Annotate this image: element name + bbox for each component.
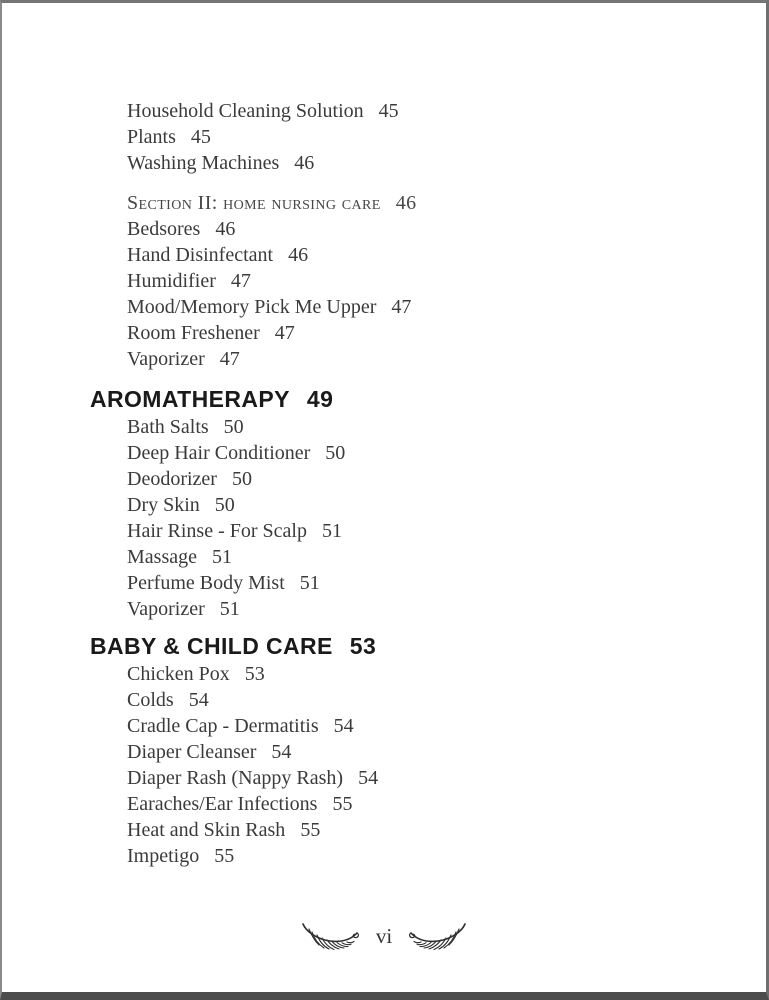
toc-entry-page-number: 46 xyxy=(288,244,309,266)
toc-entry xyxy=(2,765,766,791)
toc-entry-page-number: 46 xyxy=(215,218,236,240)
toc-entry-title: Vaporizer xyxy=(127,598,205,620)
feather-sprig-icon xyxy=(300,918,362,954)
toc-entry-title: Washing Machines xyxy=(127,152,280,174)
toc-entry-title: Household Cleaning Solution xyxy=(127,100,364,122)
toc-entry-page-number: 45 xyxy=(378,100,399,122)
toc-entry-page-number: 50 xyxy=(223,416,244,438)
toc-entry-page-number: 50 xyxy=(325,442,346,464)
toc-entry-page-number: 54 xyxy=(271,741,292,763)
section-heading xyxy=(2,190,766,216)
toc-entry-page-number: 47 xyxy=(391,296,412,318)
toc-entry xyxy=(2,346,766,372)
toc-entry xyxy=(2,661,766,687)
toc-entry xyxy=(2,414,766,440)
toc-entry-page-number: 47 xyxy=(274,322,295,344)
toc-entry-page-number: 45 xyxy=(190,126,211,148)
toc-entry-title: Impetigo xyxy=(127,845,200,867)
toc-entry-page-number: 51 xyxy=(219,598,240,620)
page-footer xyxy=(2,918,766,954)
toc-entry xyxy=(2,242,766,268)
toc-entry xyxy=(2,817,766,843)
toc-entry-page-number: 47 xyxy=(219,348,240,370)
toc-entry xyxy=(2,294,766,320)
toc-entry-title: Cradle Cap - Dermatitis xyxy=(127,715,319,737)
toc-entry-title: Bedsores xyxy=(127,218,201,240)
chapter-heading-page-number: 53 xyxy=(349,633,377,659)
toc-entry xyxy=(2,150,766,176)
toc-entry xyxy=(2,713,766,739)
toc xyxy=(2,3,766,869)
section-heading-page-number: 46 xyxy=(395,192,417,214)
toc-entry-title: Mood/Memory Pick Me Upper xyxy=(127,296,377,318)
toc-entry xyxy=(2,596,766,622)
toc-entry xyxy=(2,739,766,765)
toc-entry-title: Chicken Pox xyxy=(127,663,230,685)
toc-entry-title: Hair Rinse - For Scalp xyxy=(127,520,307,542)
chapter-heading-title: BABY & CHILD CARE xyxy=(90,633,333,659)
toc-entry xyxy=(2,124,766,150)
toc-entry-page-number: 55 xyxy=(300,819,321,841)
toc-entry xyxy=(2,268,766,294)
toc-entry-page-number: 50 xyxy=(214,494,235,516)
toc-entry-page-number: 46 xyxy=(294,152,315,174)
chapter-heading-page-number: 49 xyxy=(306,386,334,412)
toc-entry-page-number: 51 xyxy=(299,572,320,594)
toc-entry-title: Dry Skin xyxy=(127,494,200,516)
toc-entry xyxy=(2,216,766,242)
toc-entry xyxy=(2,466,766,492)
chapter-heading xyxy=(2,384,766,414)
toc-entry-title: Diaper Rash (Nappy Rash) xyxy=(127,767,344,789)
toc-entry-title: Plants xyxy=(127,126,176,148)
toc-entry xyxy=(2,687,766,713)
toc-entry-title: Deodorizer xyxy=(127,468,217,490)
toc-entry xyxy=(2,98,766,124)
feather-sprig-icon xyxy=(406,918,468,954)
toc-entry-title: Earaches/Ear Infections xyxy=(127,793,318,815)
toc-entry-page-number: 54 xyxy=(333,715,354,737)
toc-entry-page-number: 53 xyxy=(244,663,265,685)
toc-group xyxy=(2,98,766,176)
toc-entry-page-number: 54 xyxy=(188,689,209,711)
toc-entry xyxy=(2,843,766,869)
toc-entry xyxy=(2,518,766,544)
toc-entry-title: Perfume Body Mist xyxy=(127,572,285,594)
toc-entry-page-number: 47 xyxy=(230,270,251,292)
toc-entry xyxy=(2,492,766,518)
toc-entry-title: Deep Hair Conditioner xyxy=(127,442,311,464)
toc-entry-title: Bath Salts xyxy=(127,416,209,438)
page-number: vi xyxy=(375,923,393,948)
toc-entry-page-number: 51 xyxy=(321,520,342,542)
toc-entry-page-number: 51 xyxy=(211,546,232,568)
toc-entry-title: Massage xyxy=(127,546,197,568)
toc-entry xyxy=(2,570,766,596)
toc-entry-title: Heat and Skin Rash xyxy=(127,819,286,841)
toc-entry-page-number: 50 xyxy=(231,468,252,490)
toc-group xyxy=(2,631,766,869)
toc-group xyxy=(2,384,766,622)
chapter-heading xyxy=(2,631,766,661)
toc-entry-title: Humidifier xyxy=(127,270,216,292)
toc-entry xyxy=(2,791,766,817)
chapter-heading-title: AROMATHERAPY xyxy=(90,386,290,412)
section-heading-title: Section II: home nursing care xyxy=(127,192,381,214)
toc-entry xyxy=(2,320,766,346)
toc-entry-title: Hand Disinfectant xyxy=(127,244,274,266)
toc-group xyxy=(2,190,766,372)
toc-entry-title: Diaper Cleanser xyxy=(127,741,257,763)
toc-entry xyxy=(2,440,766,466)
toc-entry xyxy=(2,544,766,570)
toc-entry-page-number: 54 xyxy=(358,767,379,789)
toc-entry-page-number: 55 xyxy=(214,845,235,867)
toc-entry-title: Colds xyxy=(127,689,174,711)
toc-entry-title: Vaporizer xyxy=(127,348,205,370)
toc-entry-title: Room Freshener xyxy=(127,322,260,344)
toc-entry-page-number: 55 xyxy=(332,793,353,815)
